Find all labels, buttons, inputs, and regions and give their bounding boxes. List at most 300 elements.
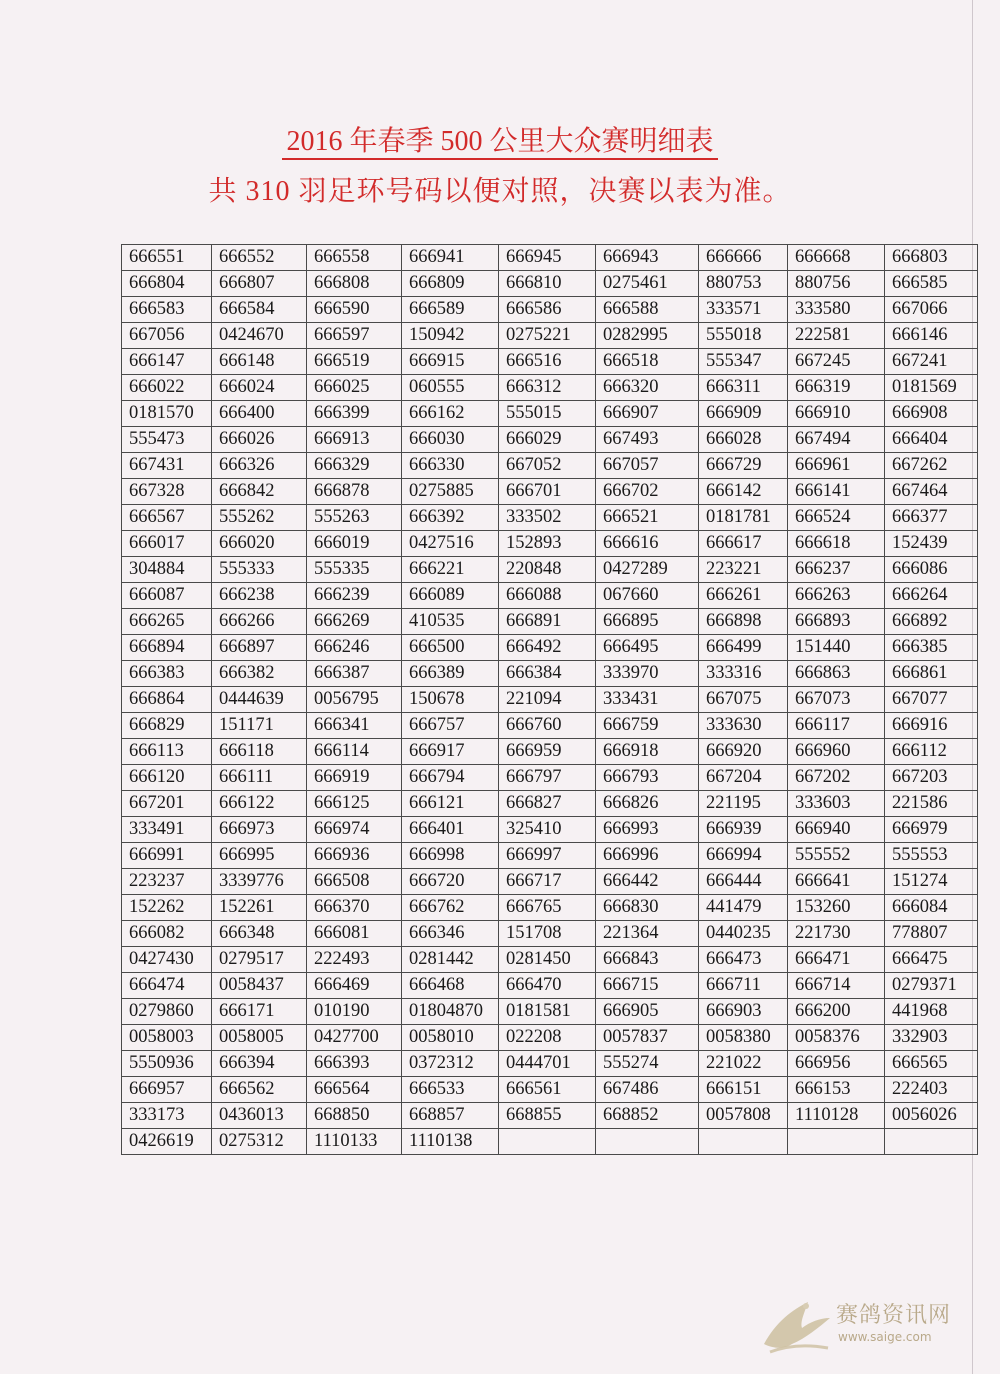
- ring-number-cell: 666597: [307, 323, 402, 349]
- ring-number-cell: 666148: [212, 349, 307, 375]
- ring-number-cell: 666084: [885, 895, 978, 921]
- ring-number-cell: 333491: [122, 817, 212, 843]
- ring-number-cell: 0056026: [885, 1103, 978, 1129]
- ring-number-cell: 667262: [885, 453, 978, 479]
- ring-number-cell: 880756: [788, 271, 885, 297]
- ring-number-cell: 667245: [788, 349, 885, 375]
- ring-number-cell: 666473: [699, 947, 788, 973]
- ring-number-cell: 666701: [499, 479, 596, 505]
- table-row: [122, 1103, 978, 1129]
- ring-number-cell: 666125: [307, 791, 402, 817]
- ring-number-cell: 555263: [307, 505, 402, 531]
- ring-number-cell: 666474: [122, 973, 212, 999]
- page-subtitle: 共 310 羽足环号码以便对照，决赛以表为准。: [208, 176, 792, 207]
- ring-number-cell: 067660: [596, 583, 699, 609]
- table-row: [122, 869, 978, 895]
- ring-number-cell: 666237: [788, 557, 885, 583]
- ring-number-cell: 0427516: [402, 531, 499, 557]
- ring-number-cell: 333580: [788, 297, 885, 323]
- ring-number-cell: 666861: [885, 661, 978, 687]
- ring-number-cell: 666086: [885, 557, 978, 583]
- table-row: [122, 1129, 978, 1155]
- ring-number-cell: 666146: [885, 323, 978, 349]
- ring-number-cell: 666668: [788, 245, 885, 271]
- ring-number-cell: 667052: [499, 453, 596, 479]
- ring-number-cell: 666702: [596, 479, 699, 505]
- ring-number-cell: 666022: [122, 375, 212, 401]
- ring-number-cell: 666394: [212, 1051, 307, 1077]
- ring-number-cell: 667202: [788, 765, 885, 791]
- ring-number-cell: 221730: [788, 921, 885, 947]
- ring-number-table: [121, 244, 978, 1155]
- ring-number-cell: 666114: [307, 739, 402, 765]
- table-row: [122, 635, 978, 661]
- ring-number-cell: 666326: [212, 453, 307, 479]
- ring-number-cell: 666918: [596, 739, 699, 765]
- ring-number-cell: 151274: [885, 869, 978, 895]
- ring-number-cell: 667486: [596, 1077, 699, 1103]
- ring-number-cell: 01804870: [402, 999, 499, 1025]
- table-row: [122, 323, 978, 349]
- ring-number-cell: 666552: [212, 245, 307, 271]
- ring-number-cell: 666444: [699, 869, 788, 895]
- ring-number-cell: 666087: [122, 583, 212, 609]
- ring-number-cell: 666908: [885, 401, 978, 427]
- ring-number-cell: 666562: [212, 1077, 307, 1103]
- ring-number-cell: 666959: [499, 739, 596, 765]
- ring-number-cell: 666973: [212, 817, 307, 843]
- ring-number-cell: 666499: [699, 635, 788, 661]
- ring-number-cell: 667077: [885, 687, 978, 713]
- ring-number-cell: 667073: [788, 687, 885, 713]
- ring-number-cell: 666020: [212, 531, 307, 557]
- ring-number-cell: 666995: [212, 843, 307, 869]
- ring-number-cell: 0444701: [499, 1051, 596, 1077]
- table-row: [122, 1025, 978, 1051]
- table-row: [122, 375, 978, 401]
- ring-number-cell: 666346: [402, 921, 499, 947]
- ring-number-cell: 555018: [699, 323, 788, 349]
- ring-number-cell: 666264: [885, 583, 978, 609]
- table-row: [122, 739, 978, 765]
- ring-number-cell: 666261: [699, 583, 788, 609]
- ring-number-cell: 666200: [788, 999, 885, 1025]
- ring-number-cell: 666617: [699, 531, 788, 557]
- table-row: [122, 713, 978, 739]
- ring-number-cell: 0275312: [212, 1129, 307, 1155]
- ring-number-cell: 666616: [596, 531, 699, 557]
- ring-number-cell: 666246: [307, 635, 402, 661]
- ring-number-cell: 666711: [699, 973, 788, 999]
- ring-number-cell: 668852: [596, 1103, 699, 1129]
- table-row: [122, 609, 978, 635]
- ring-number-cell: 666757: [402, 713, 499, 739]
- ring-number-cell: 555552: [788, 843, 885, 869]
- ring-number-cell: 666941: [402, 245, 499, 271]
- ring-number-cell: 332903: [885, 1025, 978, 1051]
- ring-number-cell: 666024: [212, 375, 307, 401]
- ring-number-cell: 667201: [122, 791, 212, 817]
- watermark-text: 赛鸽资讯网: [836, 1303, 952, 1328]
- ring-number-cell: 666826: [596, 791, 699, 817]
- ring-number-cell: 666401: [402, 817, 499, 843]
- ring-number-cell: 0181781: [699, 505, 788, 531]
- ring-number-cell: 666891: [499, 609, 596, 635]
- table-row: [122, 791, 978, 817]
- ring-number-cell: [699, 1129, 788, 1155]
- ring-number-cell: 666996: [596, 843, 699, 869]
- ring-number-cell: 221364: [596, 921, 699, 947]
- table-row: [122, 947, 978, 973]
- ring-number-cell: 666389: [402, 661, 499, 687]
- ring-number-cell: 666714: [788, 973, 885, 999]
- ring-number-cell: 666470: [499, 973, 596, 999]
- table-row: [122, 1051, 978, 1077]
- ring-number-cell: 666920: [699, 739, 788, 765]
- ring-number-cell: 0281442: [402, 947, 499, 973]
- ring-number-cell: 222493: [307, 947, 402, 973]
- ring-number-cell: 333571: [699, 297, 788, 323]
- ring-number-cell: 441479: [699, 895, 788, 921]
- ring-number-cell: 0058005: [212, 1025, 307, 1051]
- ring-number-cell: 666320: [596, 375, 699, 401]
- ring-number-cell: 666760: [499, 713, 596, 739]
- ring-number-cell: 666564: [307, 1077, 402, 1103]
- ring-number-cell: 666153: [788, 1077, 885, 1103]
- ring-number-cell: 022208: [499, 1025, 596, 1051]
- ring-number-cell: 667075: [699, 687, 788, 713]
- ring-number-cell: 221586: [885, 791, 978, 817]
- ring-number-cell: 666382: [212, 661, 307, 687]
- ring-number-cell: 667203: [885, 765, 978, 791]
- ring-number-cell: 666171: [212, 999, 307, 1025]
- ring-number-cell: 666913: [307, 427, 402, 453]
- ring-number-cell: 220848: [499, 557, 596, 583]
- ring-number-cell: 666118: [212, 739, 307, 765]
- ring-number-cell: 0440235: [699, 921, 788, 947]
- ring-number-cell: 666112: [885, 739, 978, 765]
- ring-number-cell: 0181570: [122, 401, 212, 427]
- table-row: [122, 583, 978, 609]
- table-row: [122, 999, 978, 1025]
- ring-number-cell: 666400: [212, 401, 307, 427]
- ring-number-cell: 666519: [307, 349, 402, 375]
- ring-number-cell: 150678: [402, 687, 499, 713]
- pigeon-logo-icon: [756, 1292, 836, 1362]
- ring-number-cell: 666266: [212, 609, 307, 635]
- ring-number-cell: 666387: [307, 661, 402, 687]
- ring-number-cell: 666475: [885, 947, 978, 973]
- ring-number-cell: 0181581: [499, 999, 596, 1025]
- ring-number-cell: 668857: [402, 1103, 499, 1129]
- table-row: [122, 271, 978, 297]
- ring-number-cell: 0275885: [402, 479, 499, 505]
- ring-number-cell: 666905: [596, 999, 699, 1025]
- ring-number-cell: 666151: [699, 1077, 788, 1103]
- ring-number-cell: 0275461: [596, 271, 699, 297]
- ring-number-cell: 666961: [788, 453, 885, 479]
- ring-number-cell: [788, 1129, 885, 1155]
- ring-number-cell: [596, 1129, 699, 1155]
- ring-number-cell: [499, 1129, 596, 1155]
- table-row: [122, 531, 978, 557]
- ring-number-cell: 666863: [788, 661, 885, 687]
- ring-number-cell: 666919: [307, 765, 402, 791]
- ring-number-cell: 666945: [499, 245, 596, 271]
- ring-number-cell: 666586: [499, 297, 596, 323]
- table-row: [122, 427, 978, 453]
- ring-number-cell: 0279860: [122, 999, 212, 1025]
- ring-number-cell: 222403: [885, 1077, 978, 1103]
- ring-number-cell: 333603: [788, 791, 885, 817]
- ring-number-cell: 666392: [402, 505, 499, 531]
- ring-number-cell: 152261: [212, 895, 307, 921]
- ring-number-cell: 333630: [699, 713, 788, 739]
- ring-number-cell: 666907: [596, 401, 699, 427]
- ring-number-cell: 0281450: [499, 947, 596, 973]
- ring-number-cell: 666715: [596, 973, 699, 999]
- ring-number-cell: 666998: [402, 843, 499, 869]
- ring-number-cell: 666518: [596, 349, 699, 375]
- ring-number-cell: 667057: [596, 453, 699, 479]
- ring-number-cell: 666111: [212, 765, 307, 791]
- page-title: [0, 124, 1000, 160]
- ring-number-cell: 555262: [212, 505, 307, 531]
- ring-number-cell: 0279371: [885, 973, 978, 999]
- ring-number-cell: 0058380: [699, 1025, 788, 1051]
- ring-number-cell: 3339776: [212, 869, 307, 895]
- ring-number-cell: 325410: [499, 817, 596, 843]
- table-row: [122, 843, 978, 869]
- ring-number-cell: 666141: [788, 479, 885, 505]
- ring-number-cell: 666762: [402, 895, 499, 921]
- ring-number-cell: 666377: [885, 505, 978, 531]
- ring-number-cell: 666893: [788, 609, 885, 635]
- table-row: [122, 245, 978, 271]
- ring-number-cell: 0372312: [402, 1051, 499, 1077]
- ring-number-cell: 0056795: [307, 687, 402, 713]
- ring-number-cell: 666794: [402, 765, 499, 791]
- ring-number-cell: 666348: [212, 921, 307, 947]
- page-title-text: 2016 年春季 500 公里大众赛明细表: [282, 126, 717, 160]
- ring-number-cell: 666588: [596, 297, 699, 323]
- ring-number-cell: 666312: [499, 375, 596, 401]
- ring-number-cell: 333173: [122, 1103, 212, 1129]
- ring-number-cell: 0436013: [212, 1103, 307, 1129]
- ring-number-cell: 666878: [307, 479, 402, 505]
- ring-number-cell: 666589: [402, 297, 499, 323]
- ring-number-cell: 668850: [307, 1103, 402, 1129]
- ring-number-cell: 666117: [788, 713, 885, 739]
- ring-number-cell: 151171: [212, 713, 307, 739]
- ring-number-cell: 666558: [307, 245, 402, 271]
- ring-number-cell: 666521: [596, 505, 699, 531]
- ring-number-cell: 666019: [307, 531, 402, 557]
- ring-number-cell: 666524: [788, 505, 885, 531]
- ring-number-cell: 410535: [402, 609, 499, 635]
- ring-number-cell: 666943: [596, 245, 699, 271]
- ring-number-cell: 666979: [885, 817, 978, 843]
- ring-number-cell: 666666: [699, 245, 788, 271]
- ring-number-cell: 666829: [122, 713, 212, 739]
- ring-number-cell: 666717: [499, 869, 596, 895]
- ring-number-cell: 666830: [596, 895, 699, 921]
- ring-number-cell: 666897: [212, 635, 307, 661]
- ring-number-cell: 666384: [499, 661, 596, 687]
- ring-number-cell: 666263: [788, 583, 885, 609]
- table-row: [122, 297, 978, 323]
- ring-number-cell: 666121: [402, 791, 499, 817]
- table-row: [122, 973, 978, 999]
- ring-number-cell: 666162: [402, 401, 499, 427]
- ring-number-cell: 221195: [699, 791, 788, 817]
- ring-number-cell: 666915: [402, 349, 499, 375]
- ring-number-cell: 333316: [699, 661, 788, 687]
- ring-number-cell: 0058437: [212, 973, 307, 999]
- ring-number-cell: 666399: [307, 401, 402, 427]
- ring-number-cell: 666827: [499, 791, 596, 817]
- ring-number-cell: 0427700: [307, 1025, 402, 1051]
- ring-number-cell: 0424670: [212, 323, 307, 349]
- ring-number-cell: 666894: [122, 635, 212, 661]
- ring-number-cell: 666864: [122, 687, 212, 713]
- table-row: [122, 765, 978, 791]
- ring-number-cell: 667328: [122, 479, 212, 505]
- ring-number-cell: 667204: [699, 765, 788, 791]
- ring-number-cell: 0058010: [402, 1025, 499, 1051]
- ring-number-cell: 152439: [885, 531, 978, 557]
- ring-number-cell: 666997: [499, 843, 596, 869]
- ring-number-cell: 555553: [885, 843, 978, 869]
- ring-number-cell: 223237: [122, 869, 212, 895]
- ring-number-cell: 333502: [499, 505, 596, 531]
- ring-number-cell: 221022: [699, 1051, 788, 1077]
- ring-number-cell: 666383: [122, 661, 212, 687]
- ring-number-cell: 555274: [596, 1051, 699, 1077]
- ring-number-cell: 666029: [499, 427, 596, 453]
- ring-number-cell: 666319: [788, 375, 885, 401]
- ring-number-cell: 666017: [122, 531, 212, 557]
- ring-number-cell: 666720: [402, 869, 499, 895]
- ring-number-cell: 667056: [122, 323, 212, 349]
- ring-number-cell: 151440: [788, 635, 885, 661]
- ring-number-cell: 666993: [596, 817, 699, 843]
- ring-number-cell: 153260: [788, 895, 885, 921]
- ring-number-cell: 150942: [402, 323, 499, 349]
- table-row: [122, 817, 978, 843]
- ring-table-body: [122, 245, 978, 1155]
- ring-number-cell: 666991: [122, 843, 212, 869]
- ring-number-cell: 666759: [596, 713, 699, 739]
- ring-number-cell: 666809: [402, 271, 499, 297]
- ring-number-cell: 666903: [699, 999, 788, 1025]
- ring-number-cell: 666311: [699, 375, 788, 401]
- table-row: [122, 1077, 978, 1103]
- ring-number-cell: 555335: [307, 557, 402, 583]
- table-row: [122, 349, 978, 375]
- ring-number-cell: 666088: [499, 583, 596, 609]
- ring-number-cell: 666804: [122, 271, 212, 297]
- ring-number-cell: 666974: [307, 817, 402, 843]
- ring-number-cell: 666808: [307, 271, 402, 297]
- ring-number-cell: 666265: [122, 609, 212, 635]
- ring-number-cell: 1110128: [788, 1103, 885, 1129]
- ring-number-cell: 666113: [122, 739, 212, 765]
- ring-number-cell: 666393: [307, 1051, 402, 1077]
- ring-number-cell: 666516: [499, 349, 596, 375]
- ring-number-cell: 666618: [788, 531, 885, 557]
- ring-number-cell: 666082: [122, 921, 212, 947]
- ring-number-cell: 880753: [699, 271, 788, 297]
- ring-number-cell: 1110133: [307, 1129, 402, 1155]
- ring-number-cell: 666341: [307, 713, 402, 739]
- ring-number-cell: 666122: [212, 791, 307, 817]
- ring-number-cell: 060555: [402, 375, 499, 401]
- ring-number-cell: 0426619: [122, 1129, 212, 1155]
- table-row: [122, 661, 978, 687]
- ring-number-cell: 666404: [885, 427, 978, 453]
- ring-number-cell: 221094: [499, 687, 596, 713]
- ring-number-cell: 0181569: [885, 375, 978, 401]
- ring-number-cell: 667066: [885, 297, 978, 323]
- ring-number-cell: 666329: [307, 453, 402, 479]
- ring-number-cell: 010190: [307, 999, 402, 1025]
- ring-number-cell: 666994: [699, 843, 788, 869]
- ring-number-cell: 0444639: [212, 687, 307, 713]
- ring-number-cell: 667431: [122, 453, 212, 479]
- ring-number-cell: 666641: [788, 869, 885, 895]
- ring-number-cell: 0057837: [596, 1025, 699, 1051]
- ring-number-cell: 666807: [212, 271, 307, 297]
- table-row: [122, 453, 978, 479]
- ring-number-cell: 333970: [596, 661, 699, 687]
- ring-number-cell: 0275221: [499, 323, 596, 349]
- ring-number-cell: 666567: [122, 505, 212, 531]
- ring-number-cell: 667493: [596, 427, 699, 453]
- table-row: [122, 479, 978, 505]
- ring-number-cell: 666028: [699, 427, 788, 453]
- ring-number-cell: 666561: [499, 1077, 596, 1103]
- ring-number-cell: 666842: [212, 479, 307, 505]
- table-row: [122, 401, 978, 427]
- ring-number-cell: 666960: [788, 739, 885, 765]
- ring-number-cell: 666909: [699, 401, 788, 427]
- ring-number-cell: 223221: [699, 557, 788, 583]
- table-row: [122, 895, 978, 921]
- table-row: [122, 921, 978, 947]
- ring-number-cell: 555473: [122, 427, 212, 453]
- ring-number-cell: 666081: [307, 921, 402, 947]
- ring-number-cell: 666026: [212, 427, 307, 453]
- ring-number-cell: [885, 1129, 978, 1155]
- ring-number-cell: 0427289: [596, 557, 699, 583]
- ring-number-cell: 667494: [788, 427, 885, 453]
- ring-number-cell: 666956: [788, 1051, 885, 1077]
- ring-number-cell: 555333: [212, 557, 307, 583]
- ring-number-cell: 667241: [885, 349, 978, 375]
- ring-number-cell: 666892: [885, 609, 978, 635]
- ring-number-cell: 666330: [402, 453, 499, 479]
- ring-number-cell: 666492: [499, 635, 596, 661]
- ring-number-cell: 666895: [596, 609, 699, 635]
- ring-number-cell: 1110138: [402, 1129, 499, 1155]
- ring-number-cell: 668855: [499, 1103, 596, 1129]
- ring-number-cell: 666269: [307, 609, 402, 635]
- ring-number-cell: 555015: [499, 401, 596, 427]
- ring-number-cell: 666729: [699, 453, 788, 479]
- ring-number-cell: 666533: [402, 1077, 499, 1103]
- ring-number-cell: 666936: [307, 843, 402, 869]
